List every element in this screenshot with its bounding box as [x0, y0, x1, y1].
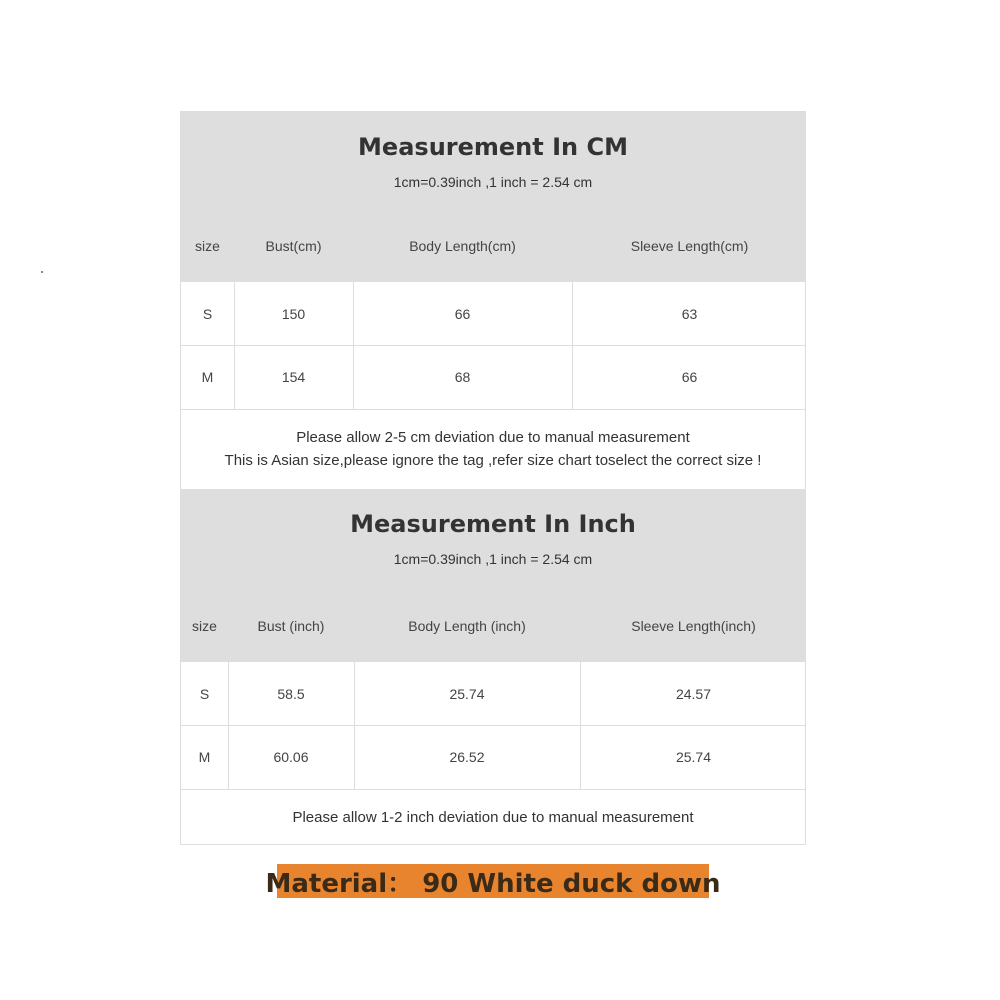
inch-cell-bust: 58.5	[277, 685, 305, 702]
cm-header-body-length: Body Length(cm)	[409, 238, 516, 254]
cm-note-asian-size: This is Asian size,please ignore the tag ,refer size chart toselect the correct size !	[224, 452, 762, 469]
cm-subtitle: 1cm=0.39inch ,1 inch = 2.54 cm	[393, 174, 593, 190]
cm-cell-body-length: 68	[454, 369, 471, 385]
cm-cell-sleeve-length: 66	[681, 369, 698, 385]
inch-row-divider	[181, 789, 805, 790]
inch-cell-bust: 60.06	[273, 749, 309, 765]
inch-cell-body-length: 25.74	[449, 685, 485, 702]
inch-header-bust: Bust (inch)	[257, 618, 325, 634]
cm-header-size: size	[195, 238, 220, 254]
inch-header-sleeve-length: Sleeve Length(inch)	[631, 618, 756, 634]
inch-note-deviation: Please allow 1-2 inch deviation due to manual measurement	[292, 809, 694, 826]
inch-cell-body-length: 26.52	[449, 749, 485, 765]
cm-header-sleeve-length: Sleeve Length(cm)	[630, 238, 749, 254]
inch-cell-size: S	[199, 685, 210, 702]
cm-cell-bust: 150	[281, 305, 306, 322]
cm-cell-size: S	[202, 305, 213, 322]
stray-dot	[41, 271, 43, 273]
inch-title: Measurement In Inch	[350, 510, 636, 538]
cm-row-divider	[181, 409, 805, 410]
cm-cell-size: M	[201, 369, 214, 385]
cm-cell-sleeve-length: 63	[681, 305, 698, 322]
inch-subtitle: 1cm=0.39inch ,1 inch = 2.54 cm	[393, 551, 593, 567]
inch-cell-sleeve-length: 24.57	[675, 685, 712, 702]
size-chart	[180, 111, 806, 845]
cm-cell-bust: 154	[281, 369, 306, 385]
cm-title: Measurement In CM	[358, 133, 628, 161]
material-banner: Material： 90 White duck down	[277, 864, 709, 898]
cm-cell-body-length: 66	[454, 305, 471, 322]
inch-header-body-length: Body Length (inch)	[408, 618, 526, 634]
cm-note-deviation: Please allow 2-5 cm deviation due to manual measurement	[296, 429, 690, 446]
inch-header-size: size	[192, 618, 217, 634]
cm-header-bust: Bust(cm)	[265, 238, 322, 254]
inch-cell-size: M	[198, 749, 211, 765]
inch-cell-sleeve-length: 25.74	[675, 749, 712, 765]
